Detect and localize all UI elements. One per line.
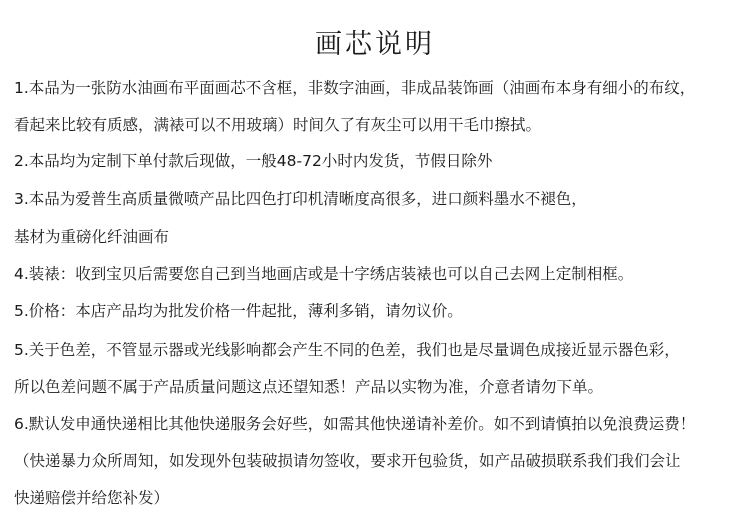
description-line-5: 基材为重磅化纤油画布 — [14, 228, 170, 246]
description-line-10: 6.默认发申通快递相比其他快递服务会好些，如需其他快递请补差价。如不到请慎拍以免浪费运费！ — [14, 415, 696, 433]
description-line-7: 5.价格：本店产品均为批发价格一件起批，薄利多销，请勿议价。 — [14, 302, 463, 320]
description-line-1: 1.本品为一张防水油画布平面画芯不含框，非数字油画，非成品装饰画（油画布本身有细小的布纹， — [14, 79, 696, 97]
description-line-2: 看起来比较有质感，满裱可以不用玻璃）时间久了有灰尘可以用干毛巾擦拭。 — [14, 116, 542, 134]
description-line-3: 2.本品均为定制下单付款后现做，一般48-72小时内发货，节假日除外 — [14, 152, 493, 170]
description-line-11: （快递暴力众所周知，如发现外包装破损请勿签收，要求开包验货，如产品破损联系我们我们会让 — [14, 452, 681, 470]
description-line-6: 4.装裱：收到宝贝后需要您自己到当地画店或是十字绣店装裱也可以自己去网上定制相框。 — [14, 265, 634, 283]
description-line-12: 快递赔偿并给您补发） — [14, 489, 170, 507]
page-title: 画芯说明 — [315, 29, 435, 60]
description-line-9: 所以色差问题不属于产品质量问题这点还望知悉！产品以实物为准，介意者请勿下单。 — [14, 378, 604, 396]
description-line-8: 5.关于色差，不管显示器或光线影响都会产生不同的色差，我们也是尽量调色成接近显示器色彩， — [14, 341, 680, 359]
description-line-4: 3.本品为爱普生高质量微喷产品比四色打印机清晰度高很多，进口颜料墨水不褪色， — [14, 190, 587, 208]
